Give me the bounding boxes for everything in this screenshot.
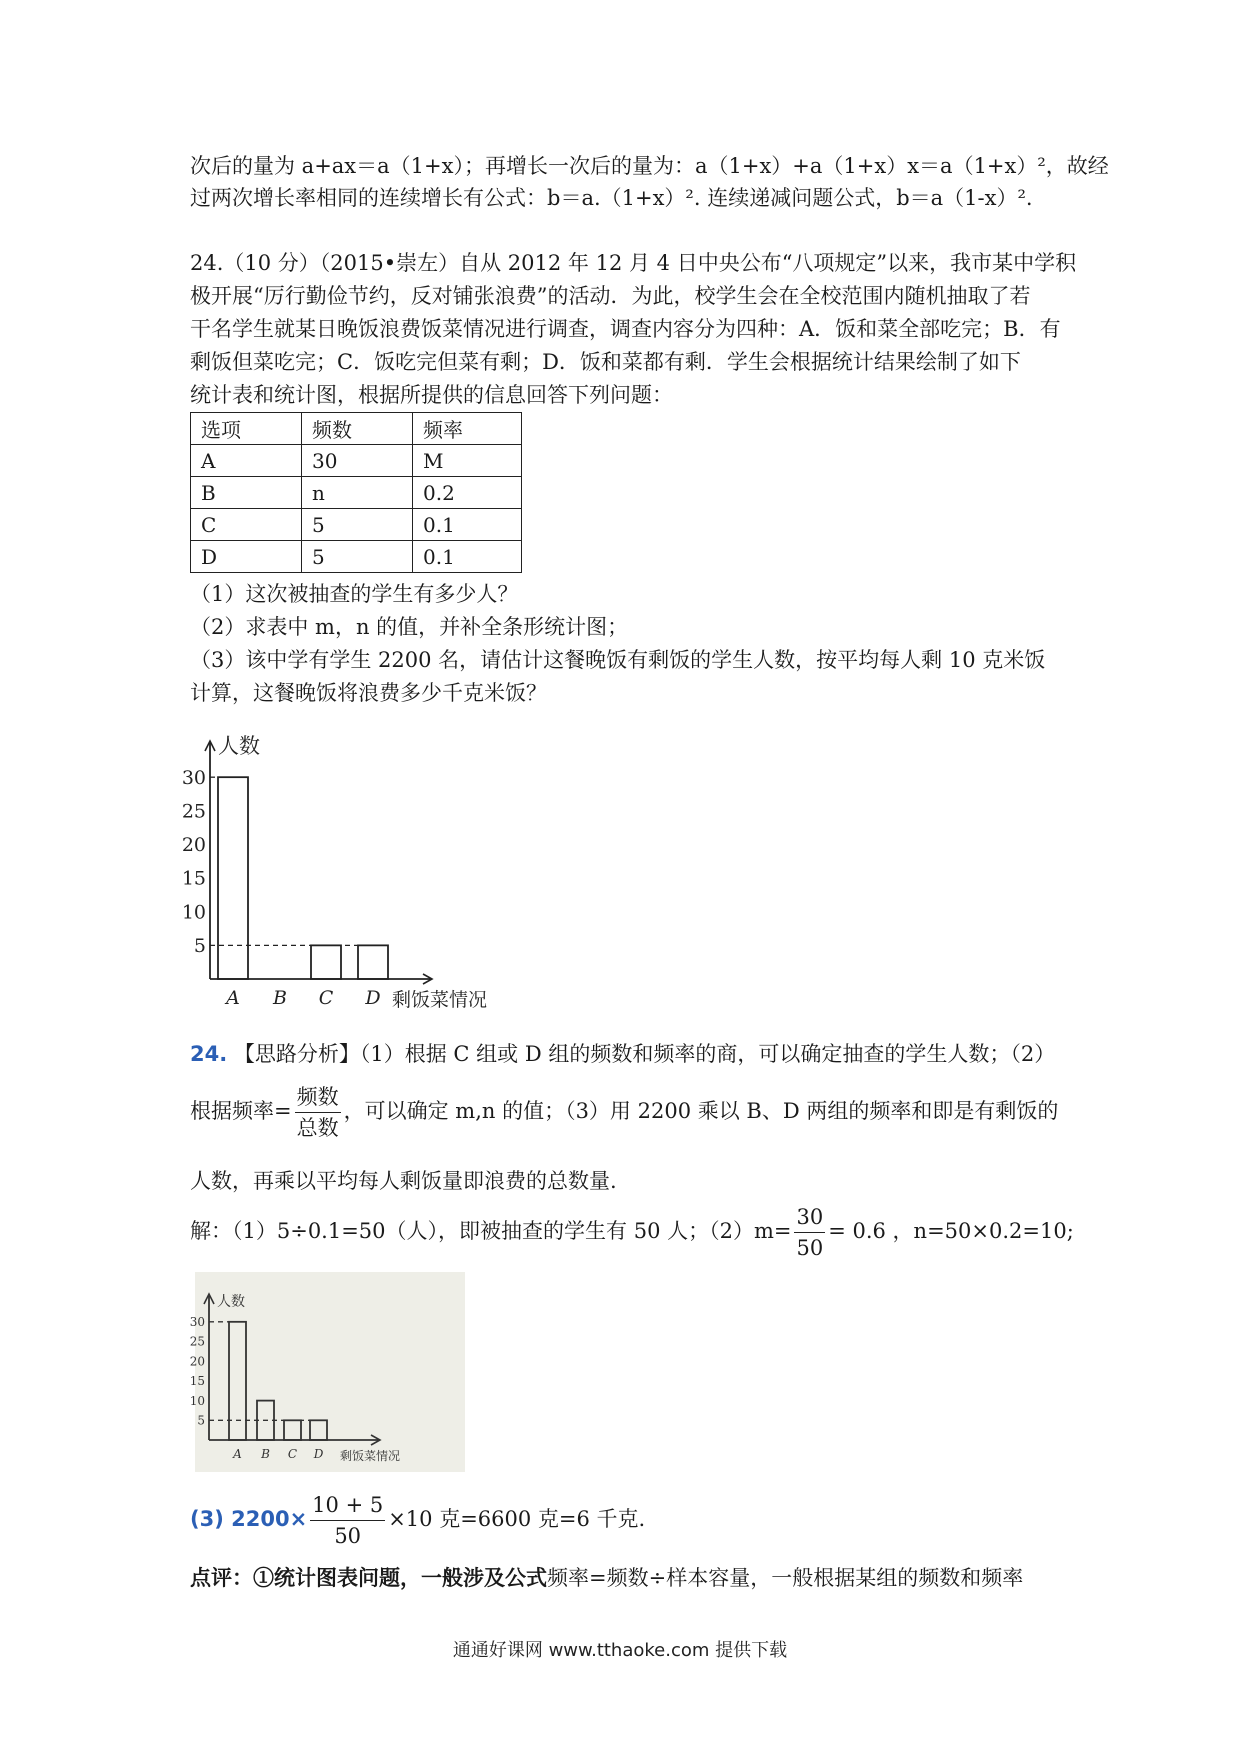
x-tick-label: D — [313, 1447, 324, 1461]
x-axis-label: 剩饭菜情况 — [392, 989, 488, 1011]
y-tick-label: 30 — [189, 1315, 205, 1330]
table-cell: 0.1 — [413, 541, 522, 573]
table-header-row — [191, 413, 522, 445]
x-tick-label: A — [233, 1447, 242, 1461]
text-line: 次后的量为 a+ax＝a（1+x）；再增长一次后的量为：a（1+x）+a（1+x）x＝a（1+x）²，故经 — [190, 154, 1109, 178]
bar-chart-completed — [189, 1272, 465, 1472]
solution-line — [190, 1490, 645, 1551]
solution-text: ×10 克=6600 克=6 千克. — [388, 1507, 646, 1531]
solution-text: = 0.6 ，n=50×0.2=10; — [828, 1219, 1074, 1243]
solution-text: 解：（1）5÷0.1=50（人），即被抽查的学生有 50 人；（2）m= — [190, 1219, 792, 1243]
y-tick-label: 10 — [181, 901, 206, 924]
solution-line — [190, 1202, 1074, 1263]
fraction-numerator: 频数 — [295, 1082, 341, 1113]
analysis-text: 【思路分析】（1）根据 C 组或 D 组的频数和频率的商，可以确定抽查的学生人数；（2） — [233, 1042, 1056, 1066]
bar-D — [358, 945, 388, 979]
x-tick-label: B — [273, 987, 287, 1009]
analysis-line: 人数，再乘以平均每人剩饭量即浪费的总数量. — [190, 1169, 617, 1193]
y-tick-label: 10 — [189, 1393, 205, 1408]
answer-number: 24. — [190, 1042, 228, 1066]
fraction-numerator: 10 + 5 — [310, 1490, 385, 1521]
page-footer: 通通好课网 www.tthaoke.com 提供下载 — [452, 1640, 788, 1661]
table-row — [191, 541, 522, 573]
question-line: 干名学生就某日晚饭浪费饭菜情况进行调查，调查内容分为四种：A．饭和菜全部吃完；B．有 — [190, 317, 1061, 341]
comment-heading: 点评：①统计图表问题，一般涉及公式 — [190, 1565, 547, 1590]
y-tick-label: 30 — [181, 766, 206, 789]
y-tick-label: 5 — [193, 935, 206, 958]
table-cell: 30 — [302, 445, 413, 477]
sub-question: （1）这次被抽查的学生有多少人？ — [190, 582, 519, 606]
table-cell: M — [413, 445, 522, 477]
table-cell: 5 — [302, 509, 413, 541]
y-axis-label: 人数 — [217, 1294, 245, 1310]
sub-question: （3）该中学有学生 2200 名，请估计这餐晚饭有剩饭的学生人数，按平均每人剩 10 克米饭 — [190, 648, 1046, 672]
analysis-text: 根据频率= — [190, 1099, 292, 1123]
table-cell: 5 — [302, 541, 413, 573]
analysis-line — [190, 1082, 1058, 1143]
question-line: 统计表和统计图，根据所提供的信息回答下列问题： — [190, 383, 673, 407]
question-line: 剩饭但菜吃完；C．饭吃完但菜有剩；D．饭和菜都有剩．学生会根据统计结果绘制了如下 — [190, 350, 1021, 374]
table-cell: A — [191, 445, 302, 477]
table-header-cell: 选项 — [191, 413, 302, 445]
solution-step: (3) 2200× — [190, 1507, 308, 1531]
table-cell: n — [302, 477, 413, 509]
y-tick-label: 25 — [189, 1334, 205, 1349]
question-line: 24.（10 分）（2015•崇左）自从 2012 年 12 月 4 日中央公布“八项规定”以来，我市某中学积 — [190, 251, 1077, 275]
y-tick-label: 25 — [181, 800, 206, 823]
table-cell: D — [191, 541, 302, 573]
text-line: 过两次增长率相同的连续增长有公式：b＝a.（1+x）². 连续递减问题公式，b＝a（1-x）². — [190, 186, 1033, 210]
fraction-denominator: 总数 — [296, 1116, 339, 1140]
table-cell: B — [191, 477, 302, 509]
x-tick-label: C — [287, 1447, 298, 1461]
bar-C — [311, 945, 341, 979]
table-header-cell: 频数 — [302, 413, 413, 445]
table-cell: 0.2 — [413, 477, 522, 509]
y-tick-label: 5 — [197, 1413, 205, 1428]
fraction — [794, 1202, 825, 1263]
table-row — [191, 477, 522, 509]
table-header-cell: 频率 — [413, 413, 522, 445]
x-tick-label: D — [365, 987, 381, 1009]
x-tick-label: A — [226, 987, 240, 1009]
fraction-numerator: 30 — [794, 1202, 825, 1233]
analysis-line — [190, 1038, 1055, 1070]
bar-chart-incomplete — [180, 712, 560, 1024]
analysis-text: ，可以确定 m,n 的值；（3）用 2200 乘以 B、D 两组的频率和即是有剩饭的 — [343, 1099, 1059, 1123]
y-tick-label: 15 — [181, 867, 206, 890]
comment-text: 频率=频数÷样本容量，一般根据某组的频数和频率 — [547, 1566, 1024, 1590]
x-tick-label: B — [261, 1447, 270, 1461]
y-tick-label: 20 — [181, 834, 206, 857]
question-line: 极开展“厉行勤俭节约，反对铺张浪费”的活动．为此，校学生会在全校范围内随机抽取了若 — [190, 284, 1031, 308]
table-cell: 0.1 — [413, 509, 522, 541]
sub-question: （2）求表中 m，n 的值，并补全条形统计图； — [190, 615, 629, 639]
y-tick-label: 20 — [189, 1354, 205, 1369]
x-axis-label: 剩饭菜情况 — [340, 1449, 401, 1463]
fraction-denominator: 50 — [796, 1236, 824, 1260]
table-cell: C — [191, 509, 302, 541]
comment-line — [190, 1562, 1023, 1594]
fraction — [310, 1490, 385, 1551]
fraction-denominator: 50 — [334, 1524, 362, 1548]
fraction — [295, 1082, 341, 1143]
x-tick-label: C — [318, 987, 334, 1009]
y-axis-label: 人数 — [218, 734, 260, 758]
y-tick-label: 15 — [189, 1374, 205, 1389]
bar-A — [218, 777, 248, 979]
table-row — [191, 509, 522, 541]
frequency-table — [190, 412, 522, 573]
table-row — [191, 445, 522, 477]
sub-question: 计算，这餐晚饭将浪费多少千克米饭？ — [190, 681, 547, 705]
